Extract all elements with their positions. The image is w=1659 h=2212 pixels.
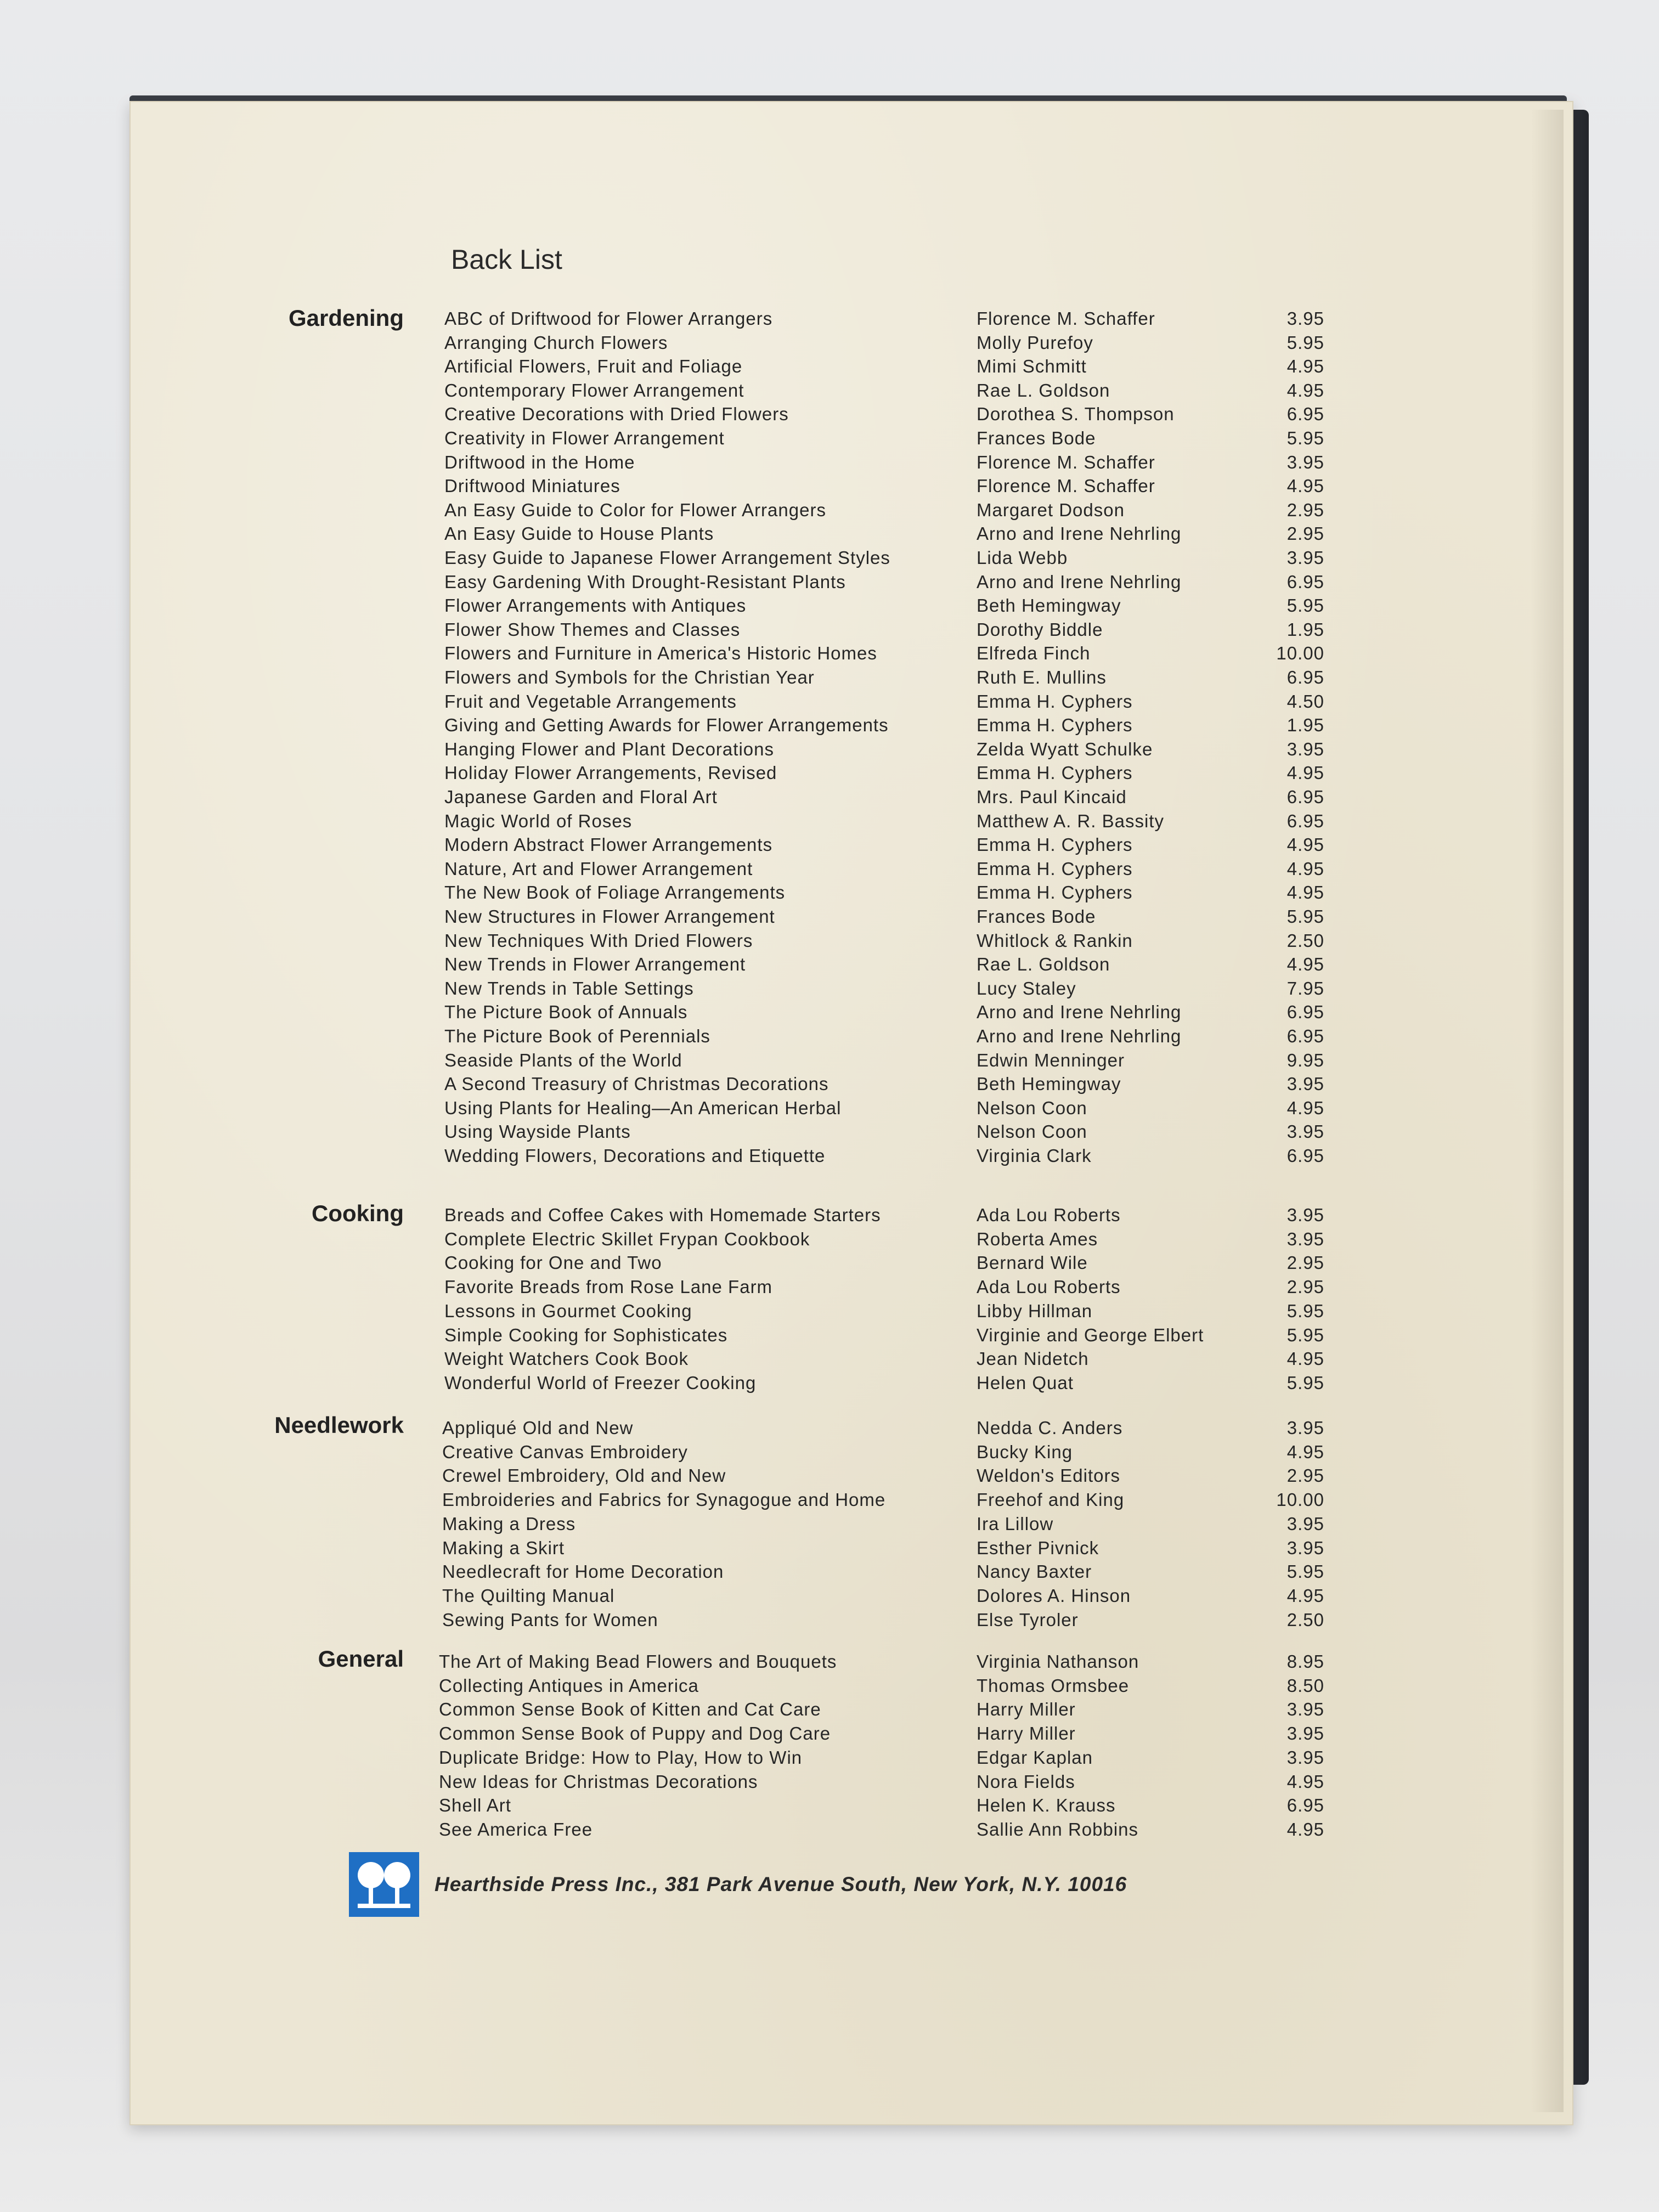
- book-row: [0, 619, 1659, 644]
- book-row: [0, 1098, 1659, 1122]
- book-author: Jean Nidetch: [977, 1348, 1089, 1369]
- book-price: 7.95: [1286, 978, 1324, 998]
- book-title: Making a Dress: [442, 1514, 576, 1534]
- book-row: [0, 332, 1659, 357]
- book-price: 6.95: [1286, 787, 1324, 807]
- book-row: [0, 1002, 1659, 1026]
- book-price: 8.95: [1286, 1651, 1324, 1672]
- book-row: [0, 1699, 1659, 1723]
- book-price: 6.95: [1286, 667, 1324, 687]
- book-author: Frances Bode: [977, 906, 1096, 927]
- book-title: Flower Show Themes and Classes: [444, 619, 741, 640]
- book-row: [0, 1723, 1659, 1747]
- book-row: [0, 1205, 1659, 1229]
- book-author: Arno and Irene Nehrling: [977, 523, 1182, 544]
- section-label-cooking: Cooking: [312, 1200, 404, 1226]
- book-title: An Easy Guide to Color for Flower Arrangers: [444, 500, 826, 520]
- book-row: [0, 1514, 1659, 1538]
- book-title: Wonderful World of Freezer Cooking: [444, 1373, 757, 1393]
- book-row: [0, 548, 1659, 572]
- book-title: Favorite Breads from Rose Lane Farm: [444, 1277, 773, 1297]
- book-author: Edwin Menninger: [977, 1050, 1125, 1070]
- book-price: 4.95: [1286, 954, 1324, 974]
- book-author: Rae L. Goldson: [977, 954, 1110, 974]
- section-label-gardening: Gardening: [288, 305, 404, 331]
- book-title: Lessons in Gourmet Cooking: [444, 1301, 692, 1321]
- book-price: 3.95: [1286, 1723, 1324, 1743]
- book-price: 5.95: [1286, 332, 1324, 353]
- book-author: Frances Bode: [977, 428, 1096, 448]
- book-price: 4.95: [1286, 882, 1324, 902]
- book-row: [0, 1538, 1659, 1562]
- book-title: New Trends in Flower Arrangement: [444, 954, 746, 974]
- book-author: Nancy Baxter: [977, 1561, 1092, 1582]
- book-price: 10.00: [1276, 1489, 1324, 1510]
- book-price: 10.00: [1276, 643, 1324, 663]
- book-author: Emma H. Cyphers: [977, 859, 1133, 879]
- book-row: [0, 859, 1659, 883]
- book-price: 5.95: [1286, 1561, 1324, 1582]
- book-author: Dorothy Biddle: [977, 619, 1103, 640]
- book-price: 4.95: [1286, 763, 1324, 783]
- book-row: [0, 667, 1659, 691]
- book-title: Magic World of Roses: [444, 811, 633, 831]
- book-row: [0, 1585, 1659, 1610]
- book-author: Else Tyroler: [977, 1610, 1079, 1630]
- book-author: Whitlock & Rankin: [977, 930, 1133, 951]
- book-row: [0, 380, 1659, 404]
- book-author: Nora Fields: [977, 1771, 1075, 1792]
- book-title: Common Sense Book of Puppy and Dog Care: [439, 1723, 831, 1743]
- book-author: Bernard Wile: [977, 1252, 1088, 1273]
- book-title: A Second Treasury of Christmas Decorations: [444, 1074, 829, 1094]
- book-row: [0, 1252, 1659, 1277]
- book-title: The Picture Book of Perennials: [444, 1026, 710, 1046]
- book-title: Modern Abstract Flower Arrangements: [444, 834, 773, 855]
- book-row: [0, 1651, 1659, 1675]
- book-author: Roberta Ames: [977, 1229, 1098, 1249]
- book-price: 6.95: [1286, 1146, 1324, 1166]
- book-price: 2.50: [1286, 1610, 1324, 1630]
- book-title: Duplicate Bridge: How to Play, How to Win: [439, 1747, 803, 1768]
- book-row: [0, 954, 1659, 978]
- book-author: Arno and Irene Nehrling: [977, 1026, 1182, 1046]
- book-title: Making a Skirt: [442, 1538, 565, 1558]
- book-row: [0, 523, 1659, 548]
- book-row: [0, 882, 1659, 906]
- book-row: [0, 572, 1659, 596]
- book-title: Wedding Flowers, Decorations and Etiquette: [444, 1146, 826, 1166]
- book-row: [0, 1229, 1659, 1253]
- book-row: [0, 1325, 1659, 1349]
- book-title: Needlecraft for Home Decoration: [442, 1561, 724, 1582]
- book-price: 4.95: [1286, 859, 1324, 879]
- book-price: 3.95: [1286, 1418, 1324, 1438]
- book-row: [0, 739, 1659, 763]
- book-row: [0, 595, 1659, 619]
- book-author: Lucy Staley: [977, 978, 1076, 998]
- section-label-needlework: Needlework: [274, 1412, 404, 1438]
- book-author: Edgar Kaplan: [977, 1747, 1093, 1768]
- book-author: Esther Pivnick: [977, 1538, 1099, 1558]
- book-author: Ruth E. Mullins: [977, 667, 1107, 687]
- book-title: See America Free: [439, 1819, 593, 1839]
- book-author: Molly Purefoy: [977, 332, 1093, 353]
- book-row: [0, 906, 1659, 930]
- book-row: [0, 1026, 1659, 1050]
- book-price: 4.95: [1286, 1585, 1324, 1606]
- book-row: [0, 1465, 1659, 1489]
- book-title: Simple Cooking for Sophisticates: [444, 1325, 728, 1345]
- book-price: 5.95: [1286, 1325, 1324, 1345]
- book-price: 6.95: [1286, 572, 1324, 592]
- book-title: New Techniques With Dried Flowers: [444, 930, 753, 951]
- book-title: Flower Arrangements with Antiques: [444, 595, 747, 616]
- book-price: 4.95: [1286, 380, 1324, 400]
- book-row: [0, 1074, 1659, 1098]
- book-price: 4.95: [1286, 1442, 1324, 1462]
- book-price: 4.95: [1286, 1348, 1324, 1369]
- book-author: Emma H. Cyphers: [977, 882, 1133, 902]
- book-row: [0, 691, 1659, 715]
- book-author: Nelson Coon: [977, 1098, 1087, 1118]
- book-price: 2.50: [1286, 930, 1324, 951]
- book-row: [0, 1747, 1659, 1771]
- book-row: [0, 1819, 1659, 1843]
- book-row: [0, 1348, 1659, 1373]
- book-row: [0, 1277, 1659, 1301]
- book-title: Weight Watchers Cook Book: [444, 1348, 689, 1369]
- book-title: An Easy Guide to House Plants: [444, 523, 714, 544]
- book-price: 3.95: [1286, 739, 1324, 759]
- book-title: Common Sense Book of Kitten and Cat Care: [439, 1699, 821, 1719]
- book-price: 3.95: [1286, 1121, 1324, 1142]
- book-author: Libby Hillman: [977, 1301, 1093, 1321]
- book-title: Seaside Plants of the World: [444, 1050, 682, 1070]
- book-author: Emma H. Cyphers: [977, 715, 1133, 735]
- book-row: [0, 308, 1659, 332]
- book-author: Freehof and King: [977, 1489, 1125, 1510]
- book-author: Ada Lou Roberts: [977, 1277, 1121, 1297]
- book-title: ABC of Driftwood for Flower Arrangers: [444, 308, 773, 329]
- book-author: Florence M. Schaffer: [977, 476, 1155, 496]
- book-row: [0, 1675, 1659, 1700]
- book-title: Japanese Garden and Floral Art: [444, 787, 718, 807]
- book-price: 4.50: [1286, 691, 1324, 712]
- book-row: [0, 1795, 1659, 1819]
- book-author: Mimi Schmitt: [977, 356, 1087, 376]
- book-price: 4.95: [1286, 356, 1324, 376]
- book-row: [0, 834, 1659, 859]
- book-title: Artificial Flowers, Fruit and Foliage: [444, 356, 743, 376]
- book-author: Florence M. Schaffer: [977, 452, 1155, 472]
- book-title: Complete Electric Skillet Frypan Cookbook: [444, 1229, 810, 1249]
- book-author: Lida Webb: [977, 548, 1068, 568]
- book-author: Nedda C. Anders: [977, 1418, 1123, 1438]
- book-row: [0, 1418, 1659, 1442]
- book-row: [0, 452, 1659, 476]
- book-author: Mrs. Paul Kincaid: [977, 787, 1127, 807]
- book-author: Rae L. Goldson: [977, 380, 1110, 400]
- book-title: Easy Gardening With Drought-Resistant Plants: [444, 572, 846, 592]
- book-price: 9.95: [1286, 1050, 1324, 1070]
- book-price: 3.95: [1286, 548, 1324, 568]
- book-price: 2.95: [1286, 1252, 1324, 1273]
- book-row: [0, 476, 1659, 500]
- book-author: Emma H. Cyphers: [977, 691, 1133, 712]
- book-price: 1.95: [1286, 715, 1324, 735]
- book-price: 3.95: [1286, 452, 1324, 472]
- book-author: Dolores A. Hinson: [977, 1585, 1131, 1606]
- book-price: 5.95: [1286, 906, 1324, 927]
- book-row: [0, 1373, 1659, 1397]
- book-title: Holiday Flower Arrangements, Revised: [444, 763, 777, 783]
- book-title: Contemporary Flower Arrangement: [444, 380, 744, 400]
- book-title: Appliqué Old and New: [442, 1418, 634, 1438]
- book-author: Virginia Clark: [977, 1146, 1092, 1166]
- book-price: 2.95: [1286, 523, 1324, 544]
- book-author: Ira Lillow: [977, 1514, 1054, 1534]
- book-row: [0, 811, 1659, 835]
- book-title: Creative Canvas Embroidery: [442, 1442, 688, 1462]
- book-price: 5.95: [1286, 595, 1324, 616]
- book-row: [0, 500, 1659, 524]
- book-price: 3.95: [1286, 1747, 1324, 1768]
- book-row: [0, 1121, 1659, 1146]
- book-price: 2.95: [1286, 1465, 1324, 1486]
- book-author: Elfreda Finch: [977, 643, 1091, 663]
- book-row: [0, 787, 1659, 811]
- publisher-address: Hearthside Press Inc., 381 Park Avenue South, New York, N.Y. 10016: [435, 1873, 1127, 1895]
- book-author: Beth Hemingway: [977, 595, 1121, 616]
- book-price: 4.95: [1286, 1771, 1324, 1792]
- book-row: [0, 428, 1659, 452]
- book-author: Ada Lou Roberts: [977, 1205, 1121, 1225]
- book-price: 4.95: [1286, 1819, 1324, 1839]
- book-row: [0, 978, 1659, 1002]
- book-title: Driftwood Miniatures: [444, 476, 620, 496]
- book-row: [0, 763, 1659, 787]
- book-author: Matthew A. R. Bassity: [977, 811, 1164, 831]
- book-price: 3.95: [1286, 1699, 1324, 1719]
- book-title: Giving and Getting Awards for Flower Arrangements: [444, 715, 889, 735]
- book-title: New Trends in Table Settings: [444, 978, 694, 998]
- book-title: Driftwood in the Home: [444, 452, 635, 472]
- book-author: Florence M. Schaffer: [977, 308, 1155, 329]
- book-title: Embroideries and Fabrics for Synagogue and Home: [442, 1489, 886, 1510]
- book-title: New Structures in Flower Arrangement: [444, 906, 775, 927]
- book-title: Breads and Coffee Cakes with Homemade Starters: [444, 1205, 881, 1225]
- book-author: Helen K. Krauss: [977, 1795, 1116, 1815]
- book-price: 5.95: [1286, 1373, 1324, 1393]
- book-title: Cooking for One and Two: [444, 1252, 662, 1273]
- book-price: 4.95: [1286, 834, 1324, 855]
- book-author: Nelson Coon: [977, 1121, 1087, 1142]
- book-title: Easy Guide to Japanese Flower Arrangement Styles: [444, 548, 890, 568]
- book-price: 2.95: [1286, 1277, 1324, 1297]
- book-title: Fruit and Vegetable Arrangements: [444, 691, 737, 712]
- book-price: 3.95: [1286, 308, 1324, 329]
- book-author: Harry Miller: [977, 1699, 1076, 1719]
- book-price: 6.95: [1286, 1795, 1324, 1815]
- book-author: Bucky King: [977, 1442, 1073, 1462]
- book-title: Sewing Pants for Women: [442, 1610, 658, 1630]
- book-row: [0, 1146, 1659, 1170]
- book-title: Collecting Antiques in America: [439, 1675, 699, 1696]
- book-price: 4.95: [1286, 1098, 1324, 1118]
- book-title: Nature, Art and Flower Arrangement: [444, 859, 753, 879]
- book-row: [0, 643, 1659, 667]
- book-price: 3.95: [1286, 1538, 1324, 1558]
- book-price: 5.95: [1286, 1301, 1324, 1321]
- book-price: 3.95: [1286, 1205, 1324, 1225]
- book-row: [0, 1050, 1659, 1074]
- book-row: [0, 715, 1659, 739]
- book-author: Virginia Nathanson: [977, 1651, 1139, 1672]
- book-author: Helen Quat: [977, 1373, 1074, 1393]
- book-row: [0, 1610, 1659, 1634]
- book-row: [0, 1771, 1659, 1796]
- book-author: Virginie and George Elbert: [977, 1325, 1204, 1345]
- book-row: [0, 1301, 1659, 1325]
- book-row: [0, 930, 1659, 955]
- book-row: [0, 404, 1659, 428]
- book-title: The Art of Making Bead Flowers and Bouquets: [439, 1651, 837, 1672]
- book-price: 3.95: [1286, 1229, 1324, 1249]
- two-trees-logo-icon: [349, 1852, 419, 1917]
- book-author: Zelda Wyatt Schulke: [977, 739, 1153, 759]
- book-author: Sallie Ann Robbins: [977, 1819, 1139, 1839]
- book-price: 6.95: [1286, 1002, 1324, 1022]
- book-price: 8.50: [1286, 1675, 1324, 1696]
- book-title: Using Plants for Healing—An American Herbal: [444, 1098, 842, 1118]
- book-title: Flowers and Furniture in America's Historic Homes: [444, 643, 877, 663]
- book-title: The New Book of Foliage Arrangements: [444, 882, 786, 902]
- book-price: 6.95: [1286, 404, 1324, 424]
- book-price: 1.95: [1286, 619, 1324, 640]
- book-author: Emma H. Cyphers: [977, 763, 1133, 783]
- book-price: 6.95: [1286, 811, 1324, 831]
- book-author: Weldon's Editors: [977, 1465, 1120, 1486]
- book-title: Crewel Embroidery, Old and New: [442, 1465, 726, 1486]
- book-title: The Quilting Manual: [442, 1585, 615, 1606]
- book-row: [0, 1489, 1659, 1514]
- book-author: Arno and Irene Nehrling: [977, 572, 1182, 592]
- book-price: 4.95: [1286, 476, 1324, 496]
- book-title: New Ideas for Christmas Decorations: [439, 1771, 758, 1792]
- page-title: Back List: [451, 244, 562, 275]
- book-row: [0, 356, 1659, 380]
- book-title: The Picture Book of Annuals: [444, 1002, 688, 1022]
- book-title: Shell Art: [439, 1795, 511, 1815]
- book-title: Using Wayside Plants: [444, 1121, 631, 1142]
- book-title: Flowers and Symbols for the Christian Year: [444, 667, 815, 687]
- book-price: 6.95: [1286, 1026, 1324, 1046]
- book-author: Harry Miller: [977, 1723, 1076, 1743]
- section-label-general: General: [318, 1646, 404, 1672]
- book-title: Creativity in Flower Arrangement: [444, 428, 725, 448]
- book-title: Creative Decorations with Dried Flowers: [444, 404, 789, 424]
- book-author: Arno and Irene Nehrling: [977, 1002, 1182, 1022]
- book-price: 3.95: [1286, 1514, 1324, 1534]
- book-author: Dorothea S. Thompson: [977, 404, 1175, 424]
- book-author: Thomas Ormsbee: [977, 1675, 1130, 1696]
- book-price: 2.95: [1286, 500, 1324, 520]
- book-row: [0, 1442, 1659, 1466]
- book-author: Margaret Dodson: [977, 500, 1125, 520]
- book-row: [0, 1561, 1659, 1585]
- book-price: 5.95: [1286, 428, 1324, 448]
- book-title: Hanging Flower and Plant Decorations: [444, 739, 774, 759]
- book-author: Emma H. Cyphers: [977, 834, 1133, 855]
- book-title: Arranging Church Flowers: [444, 332, 668, 353]
- book-price: 3.95: [1286, 1074, 1324, 1094]
- book-author: Beth Hemingway: [977, 1074, 1121, 1094]
